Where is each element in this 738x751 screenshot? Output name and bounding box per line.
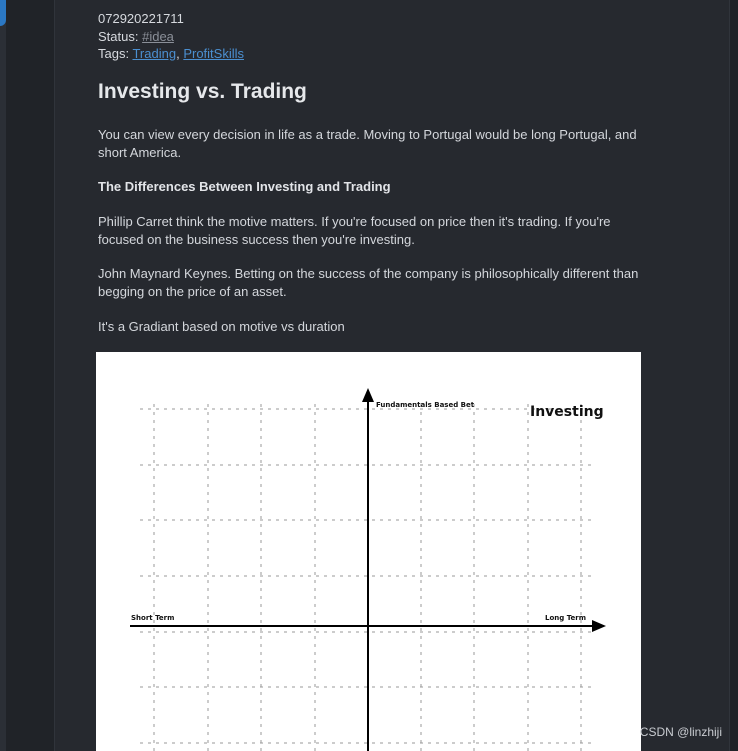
y-axis-top-label: Fundamentals Based Bet	[376, 401, 475, 409]
paragraph-carret: Phillip Carret think the motive matters. If you're focused on price then it's trading. If you're focused on the business success then you're investing.	[98, 214, 611, 247]
note-status	[98, 29, 174, 44]
status-tag-link[interactable]: #idea	[142, 29, 174, 44]
paragraph-keynes: John Maynard Keynes. Betting on the success of the company is philosophically different than begging on the price of an asset.	[98, 266, 639, 299]
x-axis-left-label: Short Term	[131, 614, 175, 622]
quadrant-label-investing: Investing	[530, 404, 604, 420]
section-heading: The Differences Between Investing and Trading	[98, 179, 391, 194]
status-label: Status:	[98, 29, 139, 44]
tag-link-trading[interactable]: Trading	[132, 46, 177, 61]
tag-separator: ,	[176, 46, 184, 61]
note-tags	[98, 46, 244, 61]
active-indicator	[0, 0, 6, 26]
diagram-grid	[140, 404, 591, 751]
left-gutter	[0, 0, 54, 751]
watermark: CSDN @linzhiji	[639, 725, 722, 739]
note-id: 072920221711	[98, 11, 184, 26]
motive-duration-diagram	[96, 352, 641, 751]
tags-label: Tags:	[98, 46, 130, 61]
x-axis-right-label: Long Term	[545, 614, 587, 622]
note-title: Investing vs. Trading	[98, 80, 307, 103]
y-axis-arrow	[362, 388, 374, 402]
paragraph-gradient: It's a Gradiant based on motive vs duration	[98, 319, 345, 334]
tag-link-profitskills[interactable]: ProfitSkills	[183, 46, 244, 61]
x-axis-arrow	[592, 620, 606, 632]
left-edge-bar	[0, 0, 6, 751]
paragraph-trade-decision: You can view every decision in life as a trade. Moving to Portugal would be long Portugal, and short America.	[98, 127, 637, 160]
